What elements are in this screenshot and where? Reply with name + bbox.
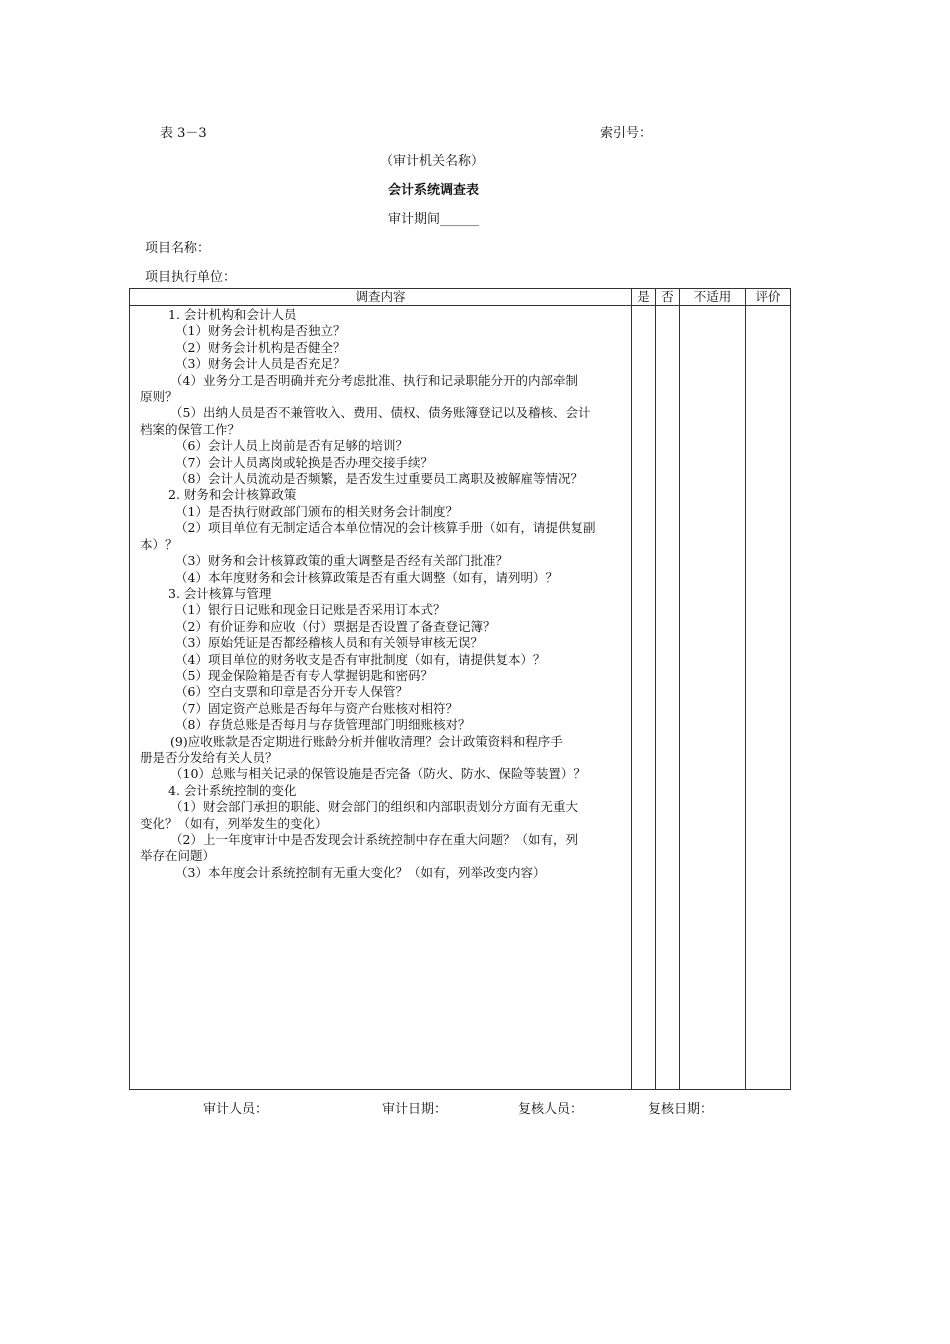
table-number: 表 3－3 <box>160 126 207 141</box>
survey-line: 原则？ <box>140 389 178 405</box>
survey-line: 册是否分发给有关人员？ <box>140 749 278 765</box>
survey-line: （5）出纳人员是否不兼管收入、费用、债权、债务账簿登记以及稽核、会计 <box>170 405 591 421</box>
na-cell[interactable] <box>680 306 746 1090</box>
survey-line: (9)应收账款是否定期进行账龄分析并催收清理？会计政策资料和程序手 <box>170 733 563 749</box>
audit-period-label: 审计期间______ <box>388 212 480 227</box>
survey-line: （3）财务和会计核算政策的重大调整是否经有关部门批准？ <box>175 553 508 569</box>
survey-line: （1）银行日记账和现金日记账是否采用订本式？ <box>175 602 446 618</box>
project-unit-label: 项目执行单位： <box>145 270 237 285</box>
project-name-label: 项目名称： <box>145 241 211 256</box>
survey-line: （3）财务会计人员是否充足？ <box>175 356 346 372</box>
survey-line: （1）财会部门承担的职能、财会部门的组织和内部职责划分方面有无重大 <box>170 799 578 815</box>
audit-date-label: 审计日期： <box>382 1102 448 1117</box>
table-body-row <box>130 306 791 1090</box>
survey-line: （10）总账与相关记录的保管设施是否完备（防火、防水、保险等装置）？ <box>170 766 586 782</box>
col-header-evaluation: 评价 <box>746 289 791 306</box>
index-number-label: 索引号： <box>600 126 653 141</box>
col-header-no: 否 <box>656 289 680 306</box>
survey-line: （8）存货总账是否每月与存货管理部门明细账核对？ <box>175 717 471 733</box>
survey-line: （2）项目单位有无制定适合本单位情况的会计核算手册（如有，请提供复副 <box>175 520 596 536</box>
survey-content-cell <box>130 306 632 1090</box>
no-cell[interactable] <box>656 306 680 1090</box>
survey-line: （4）项目单位的财务收支是否有审批制度（如有，请提供复本）？ <box>175 651 546 667</box>
survey-line: （5）现金保险箱是否有专人掌握钥匙和密码？ <box>175 667 433 683</box>
survey-line: （2）有价证券和应收（付）票据是否设置了备查登记簿？ <box>175 618 496 634</box>
yes-cell[interactable] <box>632 306 656 1090</box>
survey-line: （3）原始凭证是否都经稽核人员和有关领导审核无误？ <box>175 635 483 651</box>
reviewer-label: 复核人员： <box>518 1102 584 1117</box>
survey-line: 档案的保管工作？ <box>140 421 241 437</box>
survey-line: （1）财务会计机构是否独立？ <box>175 323 346 339</box>
audit-org-name: （审计机关名称） <box>380 154 485 169</box>
col-header-content: 调查内容 <box>130 289 632 306</box>
col-header-na: 不适用 <box>680 289 746 306</box>
survey-line: （6）空白支票和印章是否分开专人保管？ <box>175 684 408 700</box>
survey-line: （8）会计人员流动是否频繁，是否发生过重要员工离职及被解雇等情况？ <box>175 471 583 487</box>
survey-line: 1. 会计机构和会计人员 <box>168 307 297 322</box>
survey-line: （3）本年度会计系统控制有无重大变化？（如有，列举改变内容） <box>175 864 546 880</box>
survey-line: （4）业务分工是否明确并充分考虑批准、执行和记录职能分开的内部牵制 <box>170 372 578 388</box>
form-title: 会计系统调查表 <box>388 183 480 198</box>
survey-line: 3. 会计核算与管理 <box>168 585 272 601</box>
survey-line: 变化？（如有，列举发生的变化） <box>140 815 328 831</box>
review-date-label: 复核日期： <box>648 1102 714 1117</box>
survey-line: （1）是否执行财政部门颁布的相关财务会计制度？ <box>175 503 458 519</box>
survey-line: 4. 会计系统控制的变化 <box>168 782 297 798</box>
survey-line: 本）？ <box>140 536 178 552</box>
survey-line: 举存在问题） <box>140 848 216 864</box>
auditor-label: 审计人员： <box>203 1102 269 1117</box>
survey-line: （7）固定资产总账是否每年与资产台账核对相符？ <box>175 700 458 716</box>
survey-line: 2. 财务和会计核算政策 <box>168 487 297 503</box>
evaluation-cell[interactable] <box>746 306 791 1090</box>
survey-line: （2）财务会计机构是否健全？ <box>175 339 346 355</box>
survey-line: （6）会计人员上岗前是否有足够的培训？ <box>175 438 408 454</box>
survey-line: （2）上一年度审计中是否发现会计系统控制中存在重大问题？（如有，列 <box>170 832 578 847</box>
table-header-row <box>130 289 791 306</box>
survey-line: （4）本年度财务和会计核算政策是否有重大调整（如有，请列明）？ <box>175 569 558 585</box>
col-header-yes: 是 <box>632 289 656 306</box>
survey-table <box>129 288 791 1090</box>
survey-line: （7）会计人员离岗或轮换是否办理交接手续？ <box>175 454 433 470</box>
survey-content-lines <box>130 306 631 881</box>
